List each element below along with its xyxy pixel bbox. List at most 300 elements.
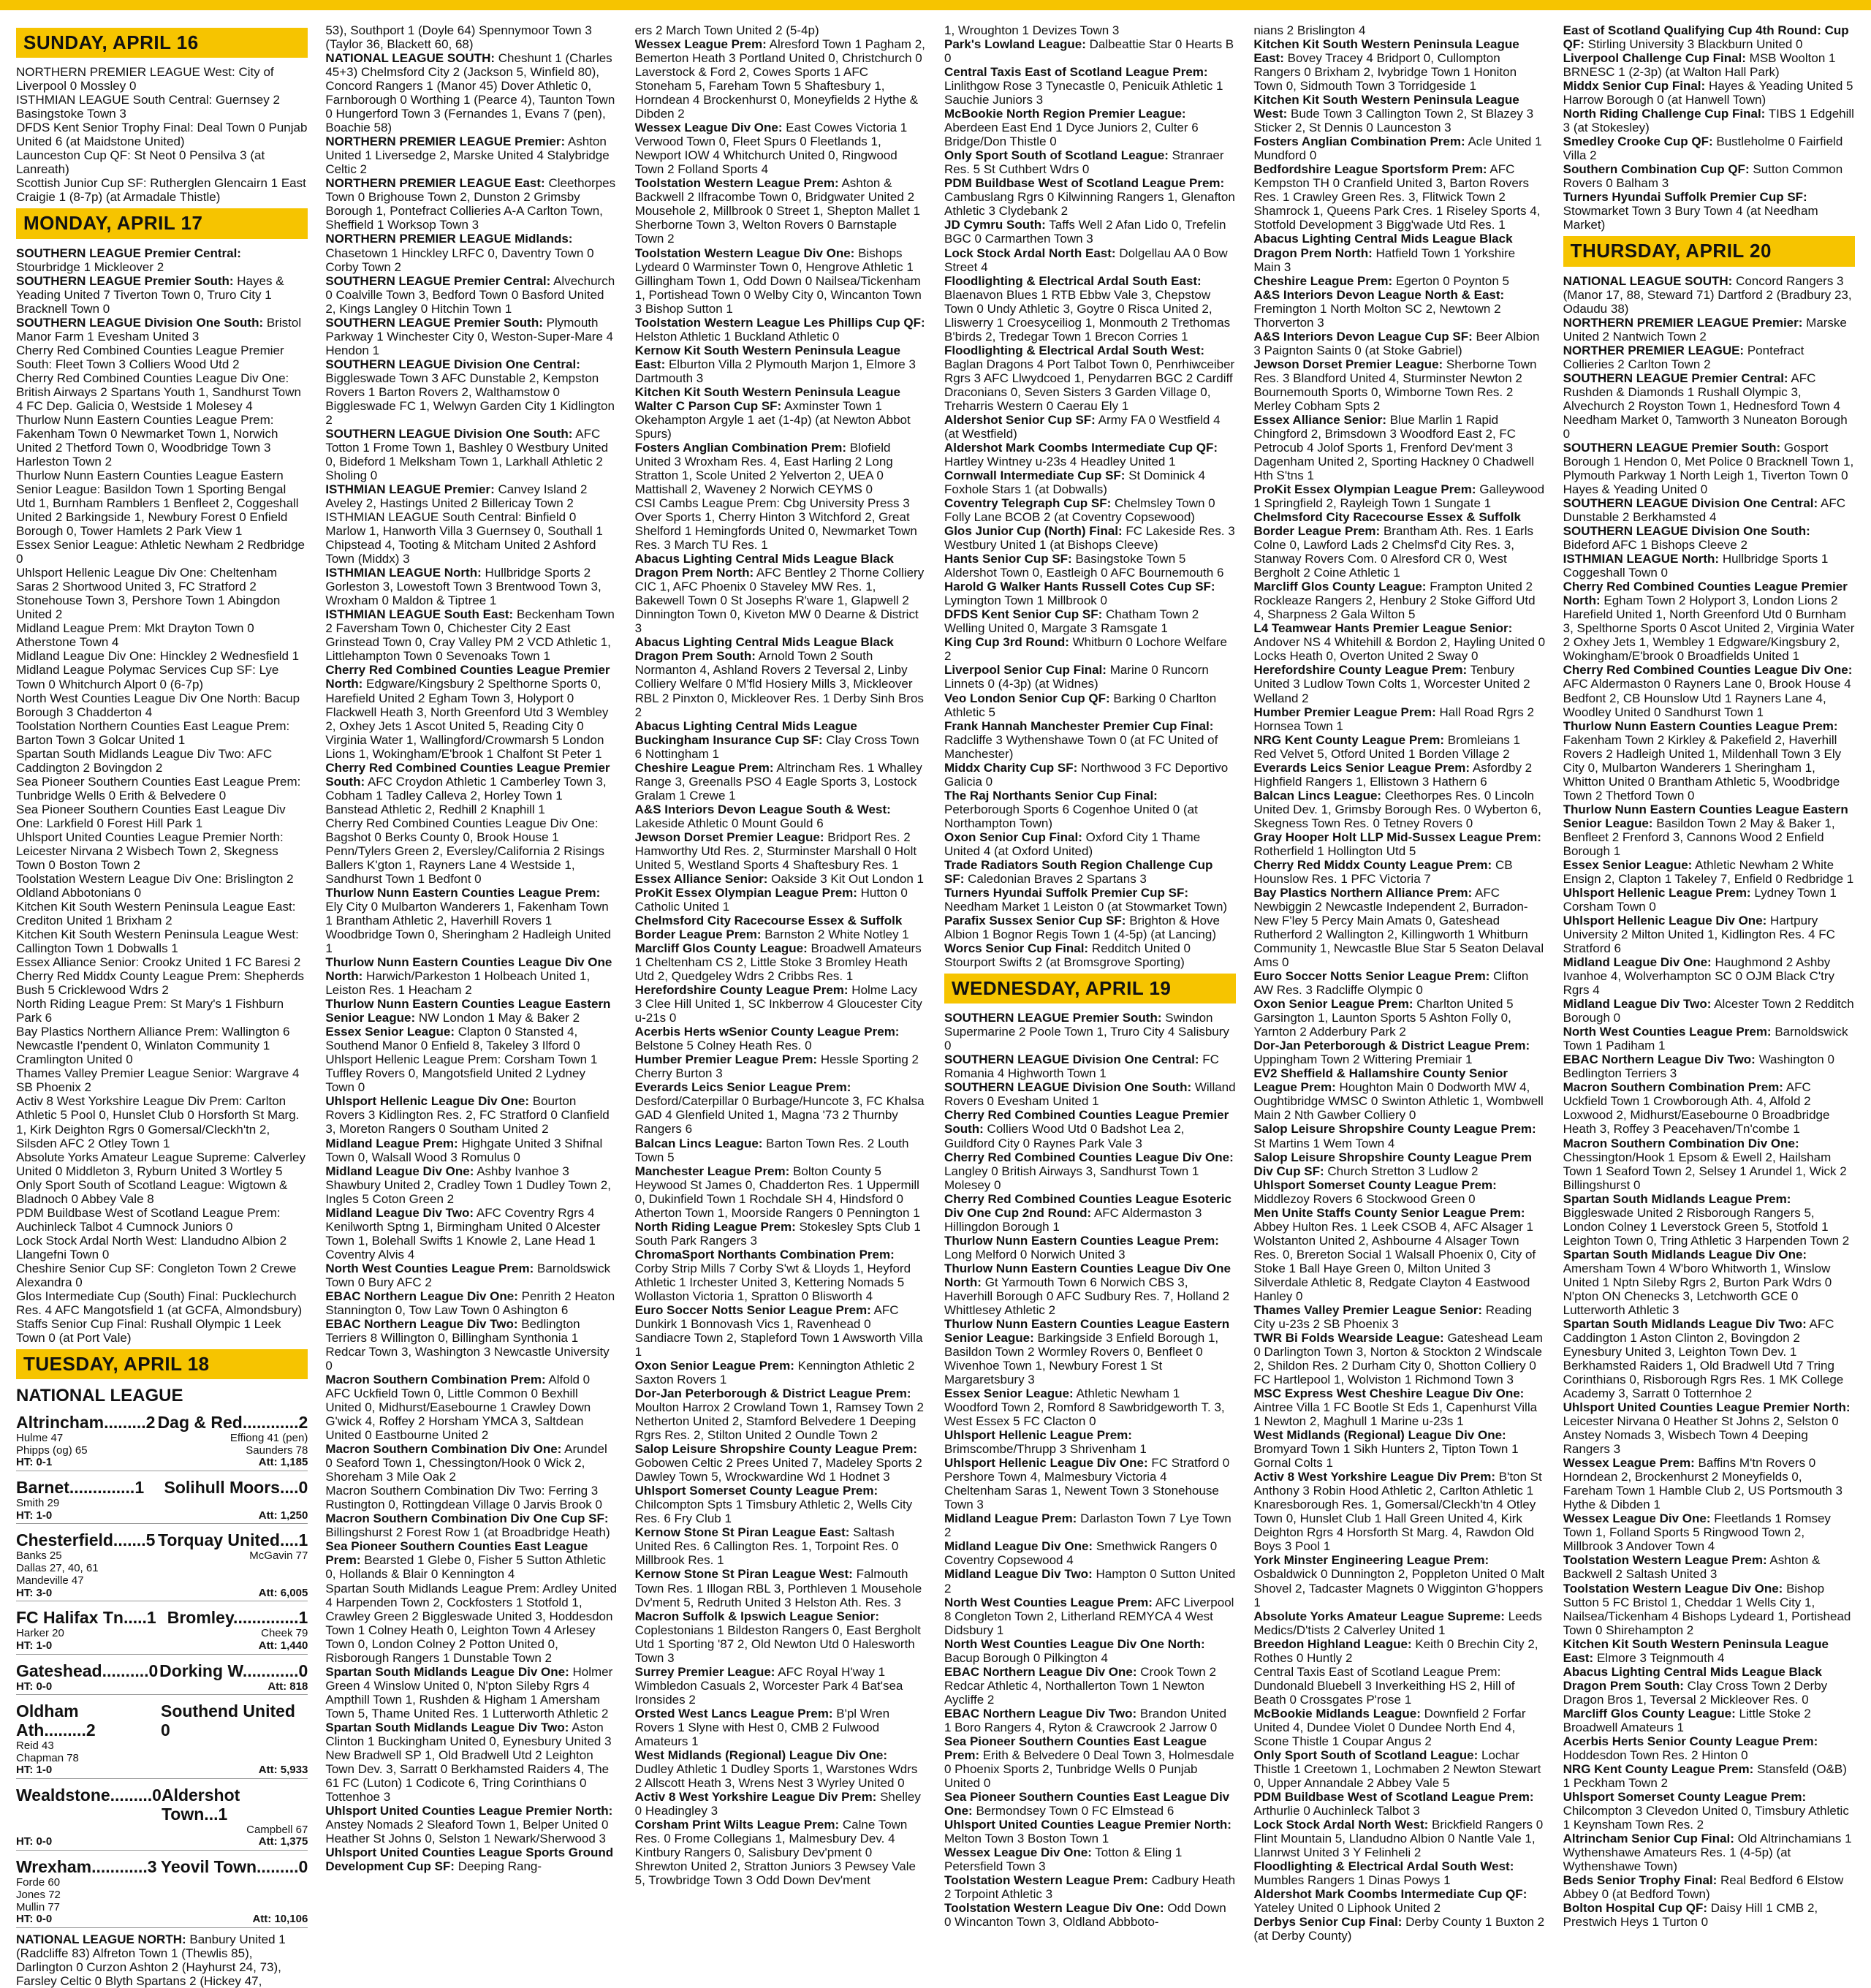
- result-text: Launceston Cup QF: St Neot 0 Pensilva 3 (at Lanreath): [16, 148, 265, 177]
- result-entry: [325, 1094, 617, 1136]
- result-entry: [325, 1539, 617, 1581]
- top-accent-bar: [0, 0, 1871, 10]
- result-entry: [1253, 1066, 1545, 1122]
- league-name: Humber Premier League Prem:: [1253, 705, 1436, 719]
- result-text: Chilcompton Spts 1 Timsbury Athletic 2, Wells City Res. 6 Fry Club 1: [634, 1498, 913, 1526]
- result-text: Derby County 1 Buxton 2 (at Derby County): [1253, 1915, 1545, 1943]
- league-name: Thurlow Nunn Eastern Counties League Prem:: [1563, 718, 1838, 733]
- result-text: B'ton St Anthony 3 Robin Hood Athletic 2, Carlton Athletic 1 Knaresborough Res. 1, Gomersal/Cleckh'tn 4 Otley Town 0, Hunslet Club 1 Hall Green United 4, Kirk Deighton Rgrs 4 Horsforth St Marg. 4, Rawdon Old Boys 3 Pool 1: [1253, 1470, 1542, 1554]
- league-name: Thurlow Nunn Eastern Counties League Eastern Senior League:: [325, 997, 611, 1025]
- result-entry: [325, 134, 617, 176]
- result-entry: [1563, 552, 1855, 580]
- result-text: Andover NS 4 Whitehill & Bordon 2, Hayling United 0 Locks Heath 0, Overton United 2 Sway 0: [1253, 635, 1546, 664]
- result-entry: [1563, 344, 1855, 371]
- result-entry: [1563, 79, 1855, 107]
- result-text: Shelley 0 Headingley 3: [634, 1789, 921, 1818]
- result-text: Osbaldwick 0 Dunnington 2, Poppleton United 0 Malt Shovel 2, Tadcaster Magnets 0 Wigginton G'hoppers 1: [1253, 1567, 1545, 1609]
- result-text: Blofield United 3 Wroxham Res. 4, East Harling 2 Long Stratton 1, Scole United 2 Yelverton 2, UEA 0 Mattishall 2, Waveney 2 Norwich CEYMS 0: [634, 440, 893, 497]
- attendance: Att: 1,185: [258, 1456, 308, 1469]
- result-text: Toolstation Western League Div One: Brislington 2 Oldland Abbotonians 0: [16, 871, 294, 900]
- result-text: Stowmarket Town 3 Bury Town 4 (at Needham Market): [1563, 204, 1818, 232]
- league-name: Acerbis Herts wSenior County League Prem:: [634, 1025, 900, 1039]
- result-entry: [635, 635, 927, 718]
- league-name: Uhlsport United Counties League Premier North:: [944, 1818, 1231, 1832]
- result-entry: [944, 496, 1236, 524]
- halftime-attendance: [16, 1681, 308, 1696]
- result-entry: [1253, 761, 1545, 789]
- league-name: West Midlands (Regional) League Div One:: [1253, 1428, 1506, 1443]
- league-name: EV2 Sheffield & Hallamshire County Senior League Prem:: [1253, 1066, 1508, 1095]
- league-name: SOUTHERN LEAGUE Division One Central:: [325, 357, 580, 371]
- result-text: Abbey Hulton Res. 1 Leek CSOB 4, AFC Alsager 1 Wolstanton United 2, Ashbourne 4 Alsager Town Res. 0, Brereton Social 1 Walsall Phoenix 0, City of Stoke 1 Ball Haye Green 0, Milton United 3 Silverdale Athletic 8, Redgate Clayton 4 Eastwood Hanley 0: [1253, 1219, 1536, 1303]
- result-text: Whitburn 0 Lochore Welfare 2: [944, 635, 1227, 664]
- league-name: Coventry Telegraph Cup SF:: [944, 496, 1112, 511]
- result-entry: [1563, 51, 1855, 79]
- league-name: Marcliff Glos County League:: [1253, 580, 1427, 594]
- result-entry: [635, 1137, 927, 1164]
- result-text: Haughmond 2 Ashby Ivanhoe 4, Wolverhampton SC 0 OJM Black C'try Rgrs 4: [1563, 955, 1835, 998]
- result-entry: [1563, 441, 1855, 496]
- result-entry: [944, 176, 1236, 218]
- result-text: Helston Athletic 1 Buckland Athletic 0: [634, 329, 840, 344]
- league-name: Turners Hyundai Suffolk Premier Cup SF:: [944, 885, 1189, 900]
- result-entry: [1563, 803, 1855, 858]
- league-name: A&S Interiors Devon League North & East:: [1253, 287, 1505, 302]
- league-name: SOUTHERN LEAGUE Premier South:: [16, 273, 234, 288]
- league-name: Southern Combination Cup QF:: [1563, 162, 1750, 177]
- result-text: Beer Albion 3 Paignton Saints 0 (at Stoke Gabriel): [1253, 329, 1540, 357]
- league-name: Humber Premier League Prem:: [634, 1052, 818, 1067]
- result-entry: [944, 886, 1236, 914]
- result-entry: [1563, 1456, 1855, 1511]
- result-text: Clay Cross Town 6 Nottingham 1: [634, 732, 919, 761]
- result-entry: [944, 148, 1236, 176]
- league-name: Cherry Red Combined Counties League Div One:: [944, 1150, 1234, 1164]
- league-name: East of Scotland Qualifying Cup 4th Round: Cup QF:: [1563, 23, 1849, 52]
- result-text: Toolstation Northern Counties East League Prem: Barton Town 3 Golcar United 1: [16, 718, 290, 747]
- league-name: Abacus Lighting Central Mids League Buckingham Insurance Cup SF:: [634, 718, 857, 747]
- halftime-score: HT: 3-0: [16, 1586, 53, 1599]
- result-entry: [1253, 1553, 1545, 1609]
- result-text: Lochar Thistle 1 Creetown 1, Lochmaben 2 Newton Stewart 0, Upper Annandale 2 Abbey Vale 5: [1253, 1748, 1541, 1790]
- result-entry: [325, 1317, 617, 1373]
- league-name: Smedley Crooke Cup QF:: [1563, 134, 1713, 149]
- league-name: Bolton Hospital Cup QF:: [1563, 1901, 1707, 1916]
- result-entry: [1253, 1428, 1545, 1470]
- result-entry: [944, 344, 1236, 413]
- result-entry: [1563, 886, 1855, 914]
- result-text: PDM Buildbase West of Scotland League Prem: Auchinleck Talbot 4 Cumnock Juniors 0: [16, 1205, 281, 1234]
- league-name: ISTHMIAN LEAGUE North:: [1563, 552, 1720, 566]
- result-entry: [16, 1025, 308, 1066]
- result-text: Bearsted 1 Glebe 0, Fisher 5 Sutton Athletic 0, Hollands & Blair 0 Kennington 4: [325, 1553, 606, 1582]
- result-entry: [16, 830, 308, 872]
- result-entry: [325, 1025, 617, 1052]
- result-text: Yateley United 0 Liphook United 2: [1253, 1901, 1441, 1916]
- match-result: [16, 1609, 308, 1654]
- result-text: Keith 0 Brechin City 2, Rothes 0 Huntly 2: [1253, 1636, 1538, 1665]
- result-text: Bovey Tracey 4 Bridport 0, Cullompton Rangers 0 Brixham 2, Ivybridge Town 1 Honiton Town 0, Sidmouth Town 3 Torridgeside 1: [1253, 51, 1517, 94]
- league-name: Essex Alliance Senior:: [634, 871, 768, 886]
- result-entry: [16, 371, 308, 413]
- result-entry: [635, 1052, 927, 1080]
- result-text: Ashton & Backwell 2 Ilfracombe Town 0, Bridgwater United 2 Mousehole 2, Millbrook 0 Street 1, Shepton Mallet 1 Sherborne Town 3, Welton Rovers 0 Barnstaple Town 2: [634, 176, 920, 246]
- league-name: Cherry Red Combined Counties League Esoteric Div One Cup 2nd Round:: [944, 1191, 1231, 1220]
- result-text: Beckenham Town 2 Faversham Town 0, Chichester City 2 East Grinstead Town 0, Cray Valley PM 2 VCD Athletic 1, Littlehampton Town 0 Sevenoaks Town 1: [325, 607, 615, 664]
- result-entry: [635, 1790, 927, 1818]
- result-text: Old Altrinchamians 1 Wythenshawe Amateurs Res. 1 (4-5p) (at Wythenshawe Town): [1563, 1832, 1852, 1874]
- result-entry: [635, 1080, 927, 1136]
- result-text: Hessle Sporting 2 Cherry Burton 3: [634, 1052, 919, 1081]
- league-name: Wessex League Prem:: [634, 37, 767, 52]
- result-entry: [325, 886, 617, 955]
- league-name: EBAC Northern League Div Two:: [944, 1706, 1137, 1720]
- result-entry: [1563, 580, 1855, 663]
- result-text: Bay Plastics Northern Alliance Prem: Wallington 6 Newcastle I'pendent 0, Winlaton Community 1 Cramlington United 0: [16, 1025, 290, 1067]
- result-text: Egerton 0 Poynton 5: [1395, 273, 1509, 288]
- result-text: Altrincham Res. 1 Whalley Range 3, Greenalls PSO 4 Eagle Sports 3, Lostock Gralam 1 Crewe 1: [634, 760, 922, 803]
- league-name: Only Sport South of Scotland League:: [1253, 1748, 1479, 1762]
- attendance: Att: 1,250: [258, 1509, 308, 1522]
- league-name: Surrey Premier League:: [634, 1664, 775, 1679]
- result-text: Oakside 3 Kit Out London 1: [771, 871, 924, 886]
- result-text: Acle United 1 Mundford 0: [1253, 134, 1542, 163]
- result-entry: [16, 468, 308, 538]
- result-text: Bromleians 1 Red Velvet 5, Otford United 1 Borden Village 2: [1253, 732, 1520, 761]
- result-entry: [1253, 1859, 1545, 1887]
- halftime-attendance: [16, 1764, 308, 1779]
- result-text: Erith & Belvedere 0 Deal Town 3, Holmesdale 0 Phoenix Sports 2, Tunbridge Wells 0 Punjab United 0: [944, 1748, 1234, 1790]
- league-name: Aldershot Mark Coombs Intermediate Cup QF:: [944, 440, 1218, 455]
- result-text: Darlaston Town 7 Lye Town 2: [944, 1511, 1231, 1540]
- league-name: Worcs Senior Cup Final:: [944, 941, 1089, 956]
- league-name: Hants Senior Cup SF:: [944, 552, 1072, 566]
- result-text: AFC Aldermaston 0 Rayners Lane 0, Brook House 4 Bedfont 2, CB Hounslow Utd 1 Rayners Lane 4, Woodley United 0 Sandhurst Town 1: [1563, 677, 1851, 719]
- result-entry: [1563, 1080, 1855, 1136]
- result-entry: [1253, 1790, 1545, 1818]
- league-name: Abacus Lighting Central Mids League Black Dragon Prem South:: [1563, 1664, 1822, 1693]
- league-name: EBAC Northern League Div Two:: [1563, 1052, 1756, 1067]
- league-name: Activ 8 West Yorkshire League Div Prem:: [634, 1789, 877, 1804]
- league-name: SOUTHERN LEAGUE Premier South:: [944, 1011, 1162, 1025]
- league-name: Midland League Prem:: [325, 1136, 458, 1150]
- league-name: Thurlow Nunn Eastern Counties League Div One North:: [944, 1261, 1231, 1289]
- league-name: Macron Suffolk & Ipswich League Senior:: [634, 1609, 880, 1623]
- home-team-score: Oldham Ath.........2: [16, 1701, 96, 1740]
- result-text: Leeds Medics/D'tists 2 Calverley United 1: [1253, 1609, 1542, 1637]
- league-name: North West Counties League Prem:: [1563, 1025, 1772, 1039]
- result-text: Coplestonians 1 Bildeston Rangers 0, East Bergholt Utd 1 Sporting '87 2, Old Newton Utd 0 Halesworth Town 3: [634, 1623, 921, 1665]
- result-text: Gosport Borough 1 Hendon 0, Met Police 0 Bracknell Town 1, Plymouth Parkway 1 North Leigh 1, Tiverton Town 0 Hayes & Yeading United 0: [1563, 440, 1854, 497]
- league-name: EBAC Northern League Div One:: [325, 1289, 518, 1303]
- match-scorers: [16, 1550, 308, 1587]
- result-entry: [944, 1192, 1236, 1234]
- result-text: Baffins M'tn Rovers 0 Horndean 2, Brockenhurst 2 Moneyfields 0, Fareham Town 1 Hamble Club 2, US Portsmouth 3 Hythe & Dibden 1: [1563, 1456, 1842, 1512]
- result-entry: [1563, 914, 1855, 955]
- attendance: Att: 10,106: [252, 1913, 308, 1926]
- league-name: Bedfordshire League Sportsform Prem:: [1253, 162, 1487, 177]
- result-text: Falmouth Town Res. 1 Illogan RBL 3, Porthleven 1 Mousehole Dv'ment 5, Redruth United 3 Helston Ath. Res. 3: [634, 1567, 922, 1609]
- result-text: Cleethorpes Town 0 Brighouse Town 2, Dunston 2 Grimsby Borough 1, Pontefract Collieries A-A Carlton Town, Sheffield 1 Worksop Town 3: [325, 176, 616, 232]
- result-text: Stranraer Res. 5 St Cuthbert Wdrs 0: [944, 148, 1224, 177]
- league-name: Oxon Senior League Prem:: [634, 1359, 794, 1373]
- league-name: Aldershot Mark Coombs Intermediate Cup QF:: [1253, 1887, 1527, 1902]
- day-header: WEDNESDAY, APRIL 19: [944, 974, 1236, 1004]
- league-name: Euro Soccer Notts Senior League Prem:: [1253, 969, 1490, 984]
- result-entry: [635, 872, 927, 886]
- result-text: ISTHMIAN LEAGUE South Central: Guernsey 2 Basingstoke Town 3: [16, 93, 280, 121]
- result-text: Bermondsey Town 0 FC Elmstead 6: [976, 1804, 1174, 1818]
- league-name: Manchester League Prem:: [634, 1164, 790, 1178]
- league-name: Altrincham Senior Cup Final:: [1563, 1832, 1734, 1846]
- league-name: NATIONAL LEAGUE NORTH:: [16, 1932, 186, 1947]
- league-name: NORTHERN PREMIER LEAGUE East:: [325, 176, 545, 191]
- league-name: Sea Pioneer Southern Counties East League Prem:: [944, 1734, 1207, 1762]
- result-text: Smethwick Rangers 0 Coventry Copsewood 4: [944, 1539, 1218, 1568]
- result-text: Essex Senior League: Athletic Newham 2 Redbridge 0: [16, 538, 305, 566]
- match-score-line: [16, 1531, 308, 1550]
- result-text: Basingstoke Town 5 Aldershot Town 0, Eastleigh 0 AFC Bournemouth 6: [944, 552, 1224, 580]
- league-name: Glos Junior Cup (North) Final:: [944, 524, 1123, 539]
- result-entry: [1563, 274, 1855, 316]
- result-entry: [16, 621, 308, 649]
- result-entry: [944, 413, 1236, 441]
- result-text: Arnold Town 2 South Normanton 4, Ashland Rovers 2 Teversal 2, Linby Colliery Welfare 0 M'fld Hosiery Mills 3, Mickleover RBL 2 Pinxton 0, Mickleover Res. 1 Derby Sinh Bros 2: [634, 649, 924, 719]
- result-text: Houghton Main 0 Dodworth MW 4, Oughtibridge WMSC 0 Swinton Athletic 1, Wombwell Main 2 Nth Gawber Colliery 0: [1253, 1080, 1544, 1123]
- league-name: NORTHERN PREMIER LEAGUE Midlands:: [325, 232, 573, 246]
- result-text: Little Stoke 2 Broadwell Amateurs 1: [1563, 1706, 1811, 1734]
- result-text: Thames Valley Premier League Senior: Wargrave 4 SB Phoenix 2: [16, 1066, 300, 1095]
- result-entry: [1253, 1206, 1545, 1303]
- halftime-attendance: [16, 1587, 308, 1602]
- result-entry: [944, 274, 1236, 344]
- league-name: Lock Stock Ardal North East:: [944, 246, 1116, 260]
- result-text: Hutton 0 Catholic United 1: [634, 885, 908, 914]
- result-text: Chelmsley Town 0 Folly Lane BCOB 2 (at Coventry Copsewood): [944, 496, 1215, 525]
- result-entry: [325, 997, 617, 1025]
- result-text: Taffs Well 2 Afan Lido 0, Trefelin BGC 0 Carmarthen Town 3: [944, 218, 1226, 246]
- result-text: Broadwell Amateurs 1 Cheltenham CS 2, Little Stoke 3 Bromley Heath Utd 2, Quedgeley Wdrs 2 Cribbs Res. 1: [634, 941, 922, 984]
- result-entry: [325, 1137, 617, 1164]
- result-entry: [1563, 1317, 1855, 1400]
- result-entry: [16, 1066, 308, 1094]
- result-entry: [635, 761, 927, 803]
- league-name: Floodlighting & Electrical Ardal South East:: [944, 273, 1202, 288]
- result-entry: [635, 1484, 927, 1525]
- league-name: SOUTHERN LEAGUE Division One South:: [1563, 524, 1810, 539]
- result-text: Banbury United 1 (Radcliffe 83) Alfreton Town 1 (Thewlis 85), Darlington 0 Curzon Ashton 2 (Hayhurst 24, 73), Farsley Celtic 0 Blyth Spartans 2 (Hickey 47,: [16, 1932, 286, 1988]
- result-text: Redditch United 0 Stourport Swifts 2 (at Bromsgrove Sporting): [944, 941, 1191, 970]
- result-text: Brimscombe/Thrupp 3 Shrivenham 1: [944, 1442, 1147, 1457]
- result-text: TIBS 1 Edgehill 3 (at Stokesley): [1563, 107, 1854, 135]
- result-text: Church Stretton 3 Ludlow 2: [1327, 1164, 1479, 1178]
- match-scorers: [16, 1824, 308, 1837]
- result-entry: [944, 830, 1236, 858]
- league-name: Floodlighting & Electrical Ardal South West:: [1253, 1859, 1514, 1874]
- result-entry: [1253, 1122, 1545, 1150]
- result-entry: [1563, 1873, 1855, 1901]
- result-entry: [944, 1596, 1236, 1637]
- result-entry: [325, 51, 617, 134]
- league-name: North West Counties League Prem:: [325, 1261, 534, 1275]
- result-text: Biggleswade Town 3 AFC Dunstable 2, Kempston Rovers 1 Barton Rovers 2, Walthamstow 0 Biggleswade FC 1, Welwyn Garden City 1 Kidlington 2: [325, 371, 615, 427]
- result-text: AFC Bentley 2 Thorne Colliery CIC 1, AFC Phoenix 0 Staveley MW Res. 1, Bakewell Town 0 St Josephs R'ware 1, Glapwell 2 Dinnington Town 0, Kiveton MW 0 Dearne & District 3: [634, 566, 925, 636]
- result-text: Athletic Newham 1 Woodford Town 2, Romford 8 Sawbridgeworth T. 3, West Essex 5 FC Clacton 0: [944, 1386, 1225, 1429]
- result-entry: [635, 803, 927, 830]
- league-name: Salop Leisure Shropshire County League Prem Div Cup SF:: [1253, 1150, 1533, 1178]
- league-name: Trade Radiators South Region Challenge Cup SF:: [944, 857, 1213, 886]
- match-score-line: [16, 1786, 308, 1824]
- result-text: Kitchen Kit South Western Peninsula League West: Callington Town 1 Dobwalls 1: [16, 927, 299, 956]
- result-entry: [944, 1539, 1236, 1567]
- result-entry: [16, 1317, 308, 1345]
- result-entry: [635, 1748, 927, 1790]
- league-name: Liverpool Senior Cup Final:: [944, 663, 1107, 678]
- home-team-score: Barnet..............1: [16, 1478, 145, 1498]
- league-name: Midland League Div Two:: [1563, 997, 1712, 1012]
- results-columns: [0, 10, 1871, 1988]
- result-entry: [944, 37, 1236, 65]
- league-name: Kernow Kit South Western Peninsula League East:: [634, 343, 901, 371]
- league-name: The Raj Northants Senior Cup Final:: [944, 788, 1158, 803]
- result-text: Alvechurch 0 Coalville Town 3, Bedford Town 0 Basford United 2, Kings Langley 0 Hitchin Town 1: [325, 273, 615, 316]
- result-entry: [944, 1665, 1236, 1707]
- league-name: Midland League Div Two:: [325, 1205, 474, 1220]
- league-name: JD Cymru South:: [944, 218, 1046, 232]
- match-result: [16, 1858, 308, 1928]
- league-name: Activ 8 West Yorkshire League Div Prem:: [1253, 1470, 1495, 1484]
- league-name: Uhlsport Somerset County League Prem:: [634, 1484, 878, 1498]
- result-text: Barkingside 3 Enfield Borough 1, Basildon Town 2 Wormley Rovers 0, Benfleet 0 Wivenhoe Town 1, Newbury Forest 1 St Margaretsbury 3: [944, 1330, 1219, 1387]
- league-name: Parafix Sussex Senior Cup SF:: [944, 914, 1126, 927]
- result-text: Army FA 0 Westfield 4 (at Westfield): [944, 412, 1221, 441]
- result-entry: [325, 357, 617, 427]
- result-text: ISTHMIAN LEAGUE South Central: Binfield 0 Marlow 1, Hanworth Villa 3 Guernsey 0, Southall 1 Chipstead 4, Tooting & Mitcham United 2 Ashford Town (Middx) 3: [325, 510, 603, 566]
- result-entry: [325, 427, 617, 482]
- result-text: Amersham Town 4 W'boro Whitworth 1, Winslow United 1 Nptn Sileby Rgrs 2, Burton Park Wdrs 0 N'pton ON Chenecks 3, Letchworth GCE 0 Lutterworth Athletic 3: [1563, 1261, 1832, 1317]
- league-name: Uhlsport Somerset County League Prem:: [1253, 1177, 1497, 1192]
- result-text: Central Taxis East of Scotland League Prem: Dundonald Bluebell 3 Inverkeithing HS 2, Hill of Beath 0 Crossgates P'rose 1: [1253, 1664, 1515, 1707]
- result-entry: [1253, 830, 1545, 858]
- result-entry: [944, 246, 1236, 274]
- league-name: Kitchen Kit South Western Peninsula League Walter C Parson Cup SF:: [634, 384, 901, 413]
- result-entry: [944, 1080, 1236, 1108]
- league-name: Kernow Stone St Piran League West:: [634, 1567, 853, 1582]
- day-header: TUESDAY, APRIL 18: [16, 1349, 308, 1379]
- result-entry: [1253, 858, 1545, 886]
- result-text: Saltash United Res. 6 Callington Res. 1, Torpoint Res. 0 Millbrook Res. 1: [634, 1525, 899, 1568]
- league-name: Spartan South Midlands League Div One:: [325, 1664, 569, 1679]
- result-entry: [944, 1150, 1236, 1192]
- day-header: THURSDAY, APRIL 20: [1563, 236, 1855, 266]
- result-entry: [16, 316, 308, 344]
- result-entry: [325, 663, 617, 760]
- result-entry: [944, 635, 1236, 663]
- result-text: MSB Woolton 1 BRNESC 1 (2-3p) (at Walton Hall Park): [1563, 51, 1836, 80]
- result-entry: [635, 246, 927, 316]
- result-entry: [1253, 621, 1545, 663]
- result-entry: [1563, 1734, 1855, 1762]
- result-text: Tenbury United 3 Ludlow Town Colts 1, Worcester United 2 Welland 2: [1253, 663, 1530, 705]
- league-name: SOUTHERN LEAGUE Division One South:: [325, 426, 573, 441]
- result-entry: [325, 1206, 617, 1262]
- result-text: AFC Uckfield Town 1 Crowborough Ath. 4, Alfold 2 Loxwood 2, Midhurst/Easebourne 0 Broadbridge Heath 3, Roffey 3 Peacehaven/Tn'combe 1: [1563, 1080, 1830, 1137]
- league-name: Macron Southern Combination Div One:: [325, 1442, 562, 1457]
- result-text: Edgware/Kingsbury 2 Spelthorne Sports 0, Harefield United 2 Egham Town 3, Holyport 0 Flackwell Heath 3, North Greenford Utd 3 Wembley 2, Oxhey Jets 1 Ascot United 5, Reading City 0 Virginia Water 1, Wallingford/Crowmarsh 5 London Lions 1, Wokingham/E'brook 1 Chalfont St Peter 1: [325, 677, 609, 761]
- result-entry: [635, 1609, 927, 1665]
- result-text: AFC Newbiggin 2 Newcastle Independent 2, Burradon-New F'ley 5 Percy Main Amats 0, Gateshead Rutherford 2 Wallington 2, Killingworth 1 Whitburn Community 1, Newcastle Blue Star 5 Seaton Delaval Ams 0: [1253, 885, 1544, 970]
- league-name: Liverpool Challenge Cup Final:: [1563, 51, 1746, 66]
- home-team-score: Wrexham............3: [16, 1857, 157, 1877]
- result-entry: [16, 65, 308, 93]
- result-text: Arundel 0 Seaford Town 1, Chessington/Hook 0 Wick 2, Shoreham 3 Mile Oak 2: [325, 1442, 607, 1484]
- league-name: SOUTHERN LEAGUE Division One Central:: [1563, 496, 1818, 511]
- result-entry: [16, 747, 308, 775]
- home-scorers: Hulme 47 Phipps (og) 65: [16, 1431, 88, 1457]
- result-entry: [325, 1484, 617, 1511]
- league-name: Balcan Lincs League:: [1253, 788, 1382, 803]
- results-column: [1563, 23, 1855, 1988]
- result-entry: [635, 914, 927, 941]
- league-name: Kitchen Kit South Western Peninsula League East:: [1563, 1636, 1829, 1665]
- result-text: AFC Caddington 1 Aston Clinton 2, Bovingdon 2 Eynesbury United 3, Leighton Town Dev. 1 Berkhamsted Raiders 1, Old Bradwell Utd 7 Tring Corinthians 0, Risborough Rgrs Res. 1 MK College Academy 3, Sarratt 0 Totternhoe 2: [1563, 1316, 1844, 1401]
- result-text: North West Counties League Div One North: Bacup Borough 3 Chadderton 4: [16, 691, 300, 719]
- result-entry: [16, 1094, 308, 1150]
- result-text: Belstone 5 Colney Heath Res. 0: [634, 1039, 812, 1053]
- result-entry: [1253, 886, 1545, 969]
- result-entry: [1563, 23, 1855, 51]
- result-entry: [944, 1456, 1236, 1511]
- result-entry: [1563, 858, 1855, 886]
- result-entry: [944, 1818, 1236, 1845]
- result-entry: [1253, 357, 1545, 413]
- result-entry: [944, 524, 1236, 552]
- league-name: Thames Valley Premier League Senior:: [1253, 1302, 1483, 1317]
- result-text: Absolute Yorks Amateur League Supreme: Calverley United 0 Middleton 3, Ryburn United 3 Wortley 5: [16, 1150, 305, 1178]
- league-name: SOUTHERN LEAGUE Premier South:: [325, 315, 543, 330]
- result-text: Alcester Town 2 Redditch Borough 0: [1563, 997, 1854, 1025]
- result-text: Fleetlands 1 Romsey Town 1, Folland Sports 5 Ringwood Town 2, Millbrook 3 Andover Town 4: [1563, 1511, 1831, 1554]
- result-text: Athletic Newham 2 White Ensign 2, Clapton 1 Takeley 7, Enfield 0 Redbridge 1: [1563, 857, 1854, 886]
- league-name: Essex Senior League:: [325, 1025, 455, 1039]
- league-name: NORTHERN PREMIER LEAGUE Premier:: [1563, 315, 1803, 330]
- day-header: SUNDAY, APRIL 16: [16, 28, 308, 58]
- league-name: McBookie Midlands League:: [1253, 1706, 1421, 1720]
- result-entry: [1253, 23, 1545, 37]
- result-entry: [1563, 1400, 1855, 1456]
- league-name: Derbys Senior Cup Final:: [1253, 1915, 1403, 1930]
- result-entry: [1563, 134, 1855, 162]
- halftime-attendance: [16, 1457, 308, 1471]
- result-entry: [635, 441, 927, 496]
- league-name: ISTHMIAN LEAGUE South East:: [325, 607, 514, 622]
- result-text: Corby Strip Mills 7 Corby S'wt & Lloyds 1, Heyford Athletic 1 Irchester United 3, Kettering Nomads 5 Wollaston Victoria 1, Spratton 0 Blisworth 4: [634, 1261, 911, 1303]
- result-text: Rotherfield 1 Hollington Utd 5: [1253, 843, 1416, 858]
- result-entry: [325, 316, 617, 357]
- result-text: Only Sport South of Scotland League: Wigtown & Bladnoch 0 Abbey Vale 8: [16, 1177, 288, 1206]
- result-entry: [1253, 1386, 1545, 1428]
- result-text: Midland League Div One: Hinckley 2 Wednesfield 1: [16, 649, 300, 664]
- result-text: Arthurlie 0 Auchinleck Talbot 3: [1253, 1804, 1420, 1818]
- result-entry: [325, 1289, 617, 1317]
- result-entry: [1253, 510, 1545, 580]
- result-entry: [1563, 1025, 1855, 1052]
- league-name: Herefordshire County League Prem:: [1253, 663, 1468, 678]
- result-text: Aintree Villa 1 FC Bootle St Eds 1, Capenhurst Villa 1 Newton 2, Maghull 1 Marine u-23s 1: [1253, 1400, 1538, 1429]
- result-entry: [1563, 1192, 1855, 1248]
- result-entry: [635, 1248, 927, 1303]
- result-text: Bacup Borough 0 Pilkington 4: [944, 1650, 1108, 1665]
